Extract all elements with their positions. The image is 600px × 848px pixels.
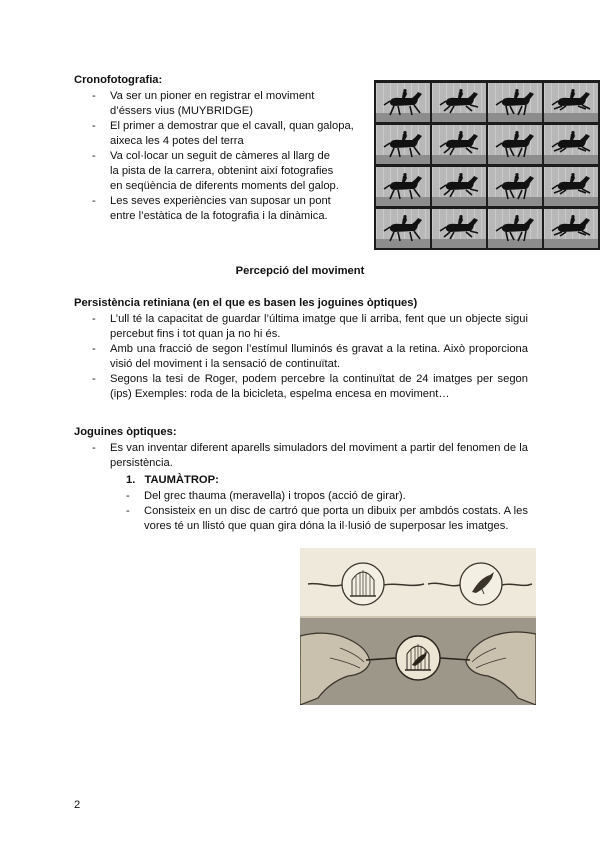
toy-item-1 <box>126 473 219 488</box>
horse-rider-silhouette <box>494 131 536 161</box>
horse-rider-silhouette <box>438 89 480 119</box>
muybridge-frame <box>432 83 486 122</box>
line: El primer a demostrar que el cavall, quan galopa, <box>110 120 354 132</box>
line: Va col·locar un seguit de càmeres al llarg de <box>110 150 330 162</box>
persistence-item: - Segons la tesi de Roger, podem percebre la continuïtat de 24 imatges per segon (ips) Exemples: roda de la bicicleta, espelma encesa en moviment… <box>92 372 528 402</box>
thaumatrope-illustration <box>300 548 536 705</box>
chrono-item <box>92 194 382 224</box>
line: en seqüència de diferents moments del galop. <box>110 180 339 192</box>
muybridge-frame <box>544 125 598 164</box>
horse-rider-silhouette <box>494 173 536 203</box>
horse-rider-silhouette <box>550 215 592 245</box>
section-title: Percepció del moviment <box>235 265 365 277</box>
line: d’éssers vius (MUYBRIDGE) <box>110 105 253 117</box>
horse-rider-silhouette <box>494 215 536 245</box>
horse-rider-silhouette <box>382 173 424 203</box>
chrono-item <box>92 119 382 149</box>
line: entre l’estàtica de la fotografia i la dinàmica. <box>110 210 328 222</box>
muybridge-horse-sequence-photo <box>374 80 600 250</box>
horse-rider-silhouette <box>550 173 592 203</box>
horse-rider-silhouette <box>550 89 592 119</box>
page-number: 2 <box>74 799 81 811</box>
muybridge-frame <box>488 125 542 164</box>
persistence-heading: Persistència retiniana (en el que es basen les joguines òptiques) <box>74 297 418 309</box>
horse-rider-silhouette <box>382 89 424 119</box>
toy-item-title: TAUMÀTROP: <box>144 474 219 486</box>
muybridge-frame <box>376 167 430 206</box>
chrono-item <box>92 149 382 194</box>
persistence-list <box>92 312 528 402</box>
toy-item-number: 1. <box>126 474 136 486</box>
horse-rider-silhouette <box>382 131 424 161</box>
thaumatrope-item: - Del grec thauma (meravella) i tropos (acció de girar). <box>126 489 528 504</box>
muybridge-frame <box>432 125 486 164</box>
muybridge-frame <box>376 125 430 164</box>
persistence-item: - Amb una fracció de segon l’estímul lluminós és gravat a la retina. Això proporciona visió del moviment i la sensació de continuïtat. <box>92 342 528 372</box>
persistence-item: - L’ull té la capacitat de guardar l’última imatge que li arriba, fent que un objecte sigui percebut fins i tot quan ja no hi és. <box>92 312 528 342</box>
muybridge-frame <box>488 167 542 206</box>
muybridge-frame <box>544 83 598 122</box>
horse-rider-silhouette <box>438 173 480 203</box>
toys-intro: - Es van inventar diferent aparells simuladors del moviment a partir del fenomen de la persistència. <box>92 441 528 471</box>
chrono-heading: Cronofotografia: <box>74 74 163 86</box>
horse-rider-silhouette <box>550 131 592 161</box>
horse-rider-silhouette <box>438 131 480 161</box>
muybridge-frame <box>432 209 486 248</box>
horse-rider-silhouette <box>494 89 536 119</box>
line: la pista de la carrera, obtenint així fotografies <box>110 165 334 177</box>
muybridge-frame <box>488 83 542 122</box>
muybridge-frame <box>432 167 486 206</box>
line: Les seves experiències van suposar un pont <box>110 195 331 207</box>
thaumatrope-list <box>126 489 528 534</box>
chrono-list <box>92 89 382 224</box>
toys-list <box>92 441 528 471</box>
hands-drawing <box>300 618 536 705</box>
muybridge-frame <box>376 209 430 248</box>
hands-spinning-disc <box>300 618 536 705</box>
chrono-item <box>92 89 382 119</box>
muybridge-frame <box>488 209 542 248</box>
line: aixeca les 4 potes del terra <box>110 135 244 147</box>
muybridge-frame <box>544 167 598 206</box>
horse-rider-silhouette <box>438 215 480 245</box>
muybridge-frame <box>544 209 598 248</box>
muybridge-frame <box>376 83 430 122</box>
toys-heading: Joguines òptiques: <box>74 426 177 438</box>
line: Va ser un pioner en registrar el moviment <box>110 90 315 102</box>
thaumatrope-item: - Consisteix en un disc de cartró que porta un dibuix per ambdós costats. A les vores té un llistó que quan gira dóna la il·lusió de superposar les imatges. <box>126 504 528 534</box>
horse-rider-silhouette <box>382 215 424 245</box>
